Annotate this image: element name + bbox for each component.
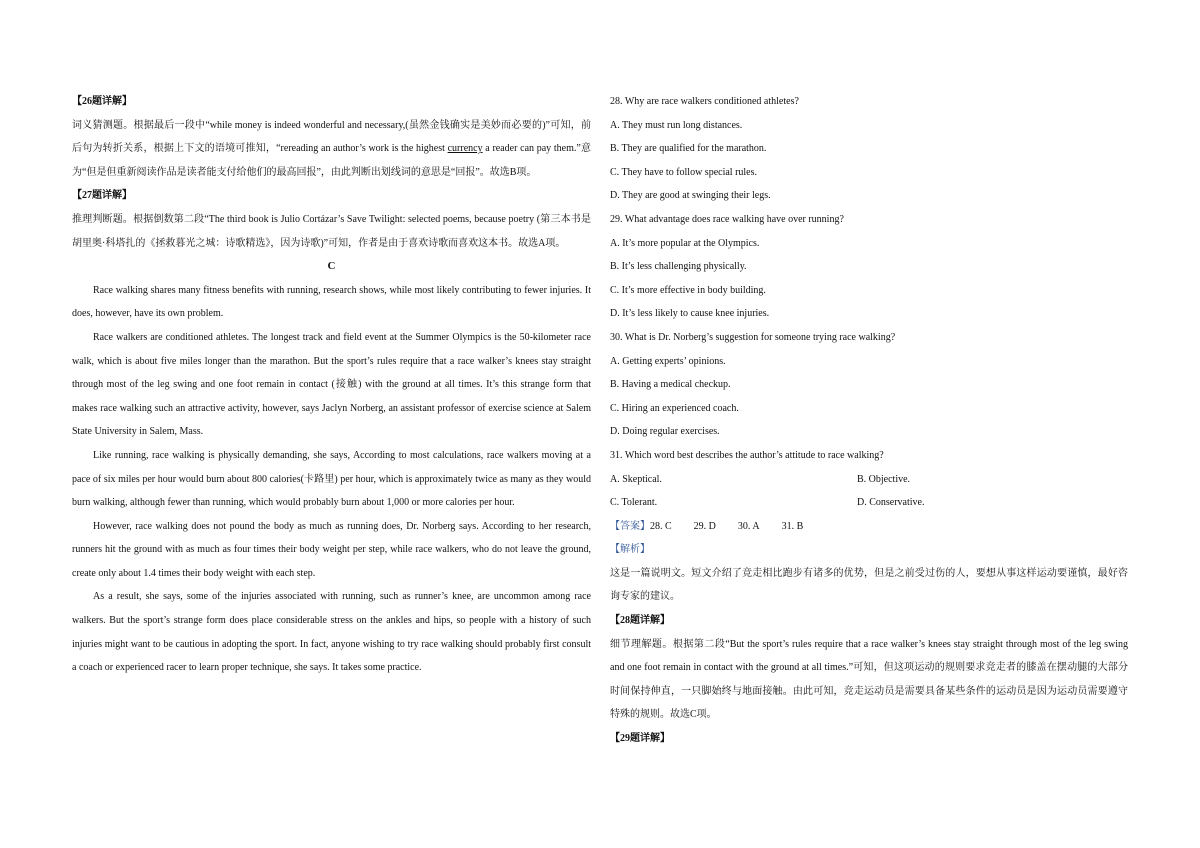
question-30: 30. What is Dr. Norberg’s suggestion for someone trying race walking? (610, 331, 896, 343)
q30-option-c: C. Hiring an experienced coach. (610, 402, 739, 414)
q28-explanation: 细节理解题。根据第二段“But the sport’s rules require that a race walker’s knees stay straight through most of the leg swing and one foot remain in contact with the ground at all times.”可知，但这项运动的规则要求竞走者的膝盖在摆动腿的大部分时间保持伸直，一只脚始终与地面接触。由此可知，竞走运动员是需要具备某些条件的运动员是因为运动员需要遵守特殊的规则。故选C项。 (610, 638, 1128, 721)
answer-30: 30. A (737, 520, 760, 532)
q31-options-row-1 (610, 468, 1128, 492)
answer-29: 29. D (693, 520, 716, 532)
q29-explanation-heading: 【29题详解】 (610, 733, 670, 745)
q28-option-a: A. They must run long distances. (610, 119, 743, 131)
q30-option-b: B. Having a medical checkup. (610, 379, 731, 391)
analysis-text: 这是一篇说明文。短文介绍了竞走相比跑步有诸多的优势，但是之前受过伤的人，要想从事这样运动要谨慎，最好咨询专家的建议。 (610, 567, 1128, 603)
q26-explanation: 词义猜测题。根据最后一段中“while money is indeed wonderful and necessary,(虽然金钱确实是美妙而必要的)”可知，前后句为转折关系，根据上下文的语境可推知，“rereading an author’s work is the highest currency a reader can pay them.”意为“但是但重新阅读作品是读者能支付给他们的最高回报”，由此判断出划线词的意思是“回报”。故选B项。 (72, 119, 591, 178)
answer-label: 【答案】 (610, 520, 650, 532)
answer-31: 31. B (781, 520, 804, 532)
q31-option-d: D. Conservative. (857, 497, 925, 509)
q31-option-c: C. Tolerant. (610, 497, 658, 509)
q30-option-a: A. Getting experts’ opinions. (610, 355, 726, 367)
underlined-word: currency (447, 143, 483, 155)
question-31: 31. Which word best describes the author’s attitude to race walking? (610, 449, 884, 461)
answer-line (610, 515, 1128, 539)
q28-explanation-heading: 【28题详解】 (610, 615, 670, 627)
passage-paragraph-2: Race walkers are conditioned athletes. The longest track and field event at the Summer Olympics is the 50-kilometer race walk, which is about five miles longer than the marathon. But the sport’s rules require that a race walker’s knees stay straight through most of the leg swing and one foot remain in contact (接触) with the ground at all times. It’s this strange form that makes race walking such an attractive activity, however, says Jaclyn Norberg, an assistant professor of exercise science at Salem State University in Salem, Mass. (72, 331, 591, 438)
right-column (610, 90, 1128, 751)
left-column (72, 90, 591, 680)
question-29: 29. What advantage does race walking have over running? (610, 213, 844, 225)
q31-option-b: B. Objective. (857, 473, 911, 485)
section-heading: C (327, 260, 336, 273)
q27-explanation: 推理判断题。根据倒数第二段“The third book is Julio Cortázar’s Save Twilight: selected poems, because poetry (第三本书是胡里奥·科塔扎的《拯救暮光之城：诗歌精选》，因为诗歌)”可知，作者是由于喜欢诗歌而喜欢这本书。故选A项。 (72, 213, 591, 249)
q28-option-b: B. They are qualified for the marathon. (610, 143, 767, 155)
q29-option-c: C. It’s more effective in body building. (610, 284, 766, 296)
q30-option-d: D. Doing regular exercises. (610, 426, 720, 438)
q28-option-c: C. They have to follow special rules. (610, 166, 758, 178)
q27-explanation-heading: 【27题详解】 (72, 190, 132, 202)
passage-paragraph-1: Race walking shares many fitness benefits with running, research shows, while most likely contributing to fewer injuries. It does, however, have its own problem. (72, 284, 591, 320)
q31-options-row-2 (610, 491, 1128, 515)
q29-option-b: B. It’s less challenging physically. (610, 261, 747, 273)
analysis-label: 【解析】 (610, 544, 650, 556)
q26-explanation-heading: 【26题详解】 (72, 96, 132, 107)
passage-paragraph-4: However, race walking does not pound the body as much as running does, Dr. Norberg says. According to her research, runners hit the ground with as much as four times their body weight per step, while race walkers, who do not leave the ground, create only about 1.4 times their body weight with each step. (72, 520, 591, 579)
q29-option-a: A. It’s more popular at the Olympics. (610, 237, 760, 249)
passage-paragraph-3: Like running, race walking is physically demanding, she says, According to most calculations, race walkers moving at a pace of six miles per hour would burn about 800 calories(卡路里) per hour, which is approximately twice as many as they would burn walking, although fewer than running, which would probably burn about 1,000 or more calories per hour. (72, 449, 591, 509)
q29-option-d: D. It’s less likely to cause knee injuries. (610, 308, 770, 320)
q28-option-d: D. They are good at swinging their legs. (610, 190, 771, 202)
question-28: 28. Why are race walkers conditioned athletes? (610, 96, 799, 107)
q31-option-a: A. Skeptical. (610, 473, 662, 485)
answer-28: 28. C (650, 520, 672, 532)
passage-paragraph-5: As a result, she says, some of the injuries associated with running, such as runner’s knee, are uncommon among race walkers. But the sport’s strange form does place considerable stress on the ankles and hips, so people with a history of such injuries might want to be cautious in adopting the sport. In fact, anyone wishing to try race walking should probably first consult a coach or experienced racer to learn proper technique, she says. It takes some practice. (72, 591, 591, 674)
